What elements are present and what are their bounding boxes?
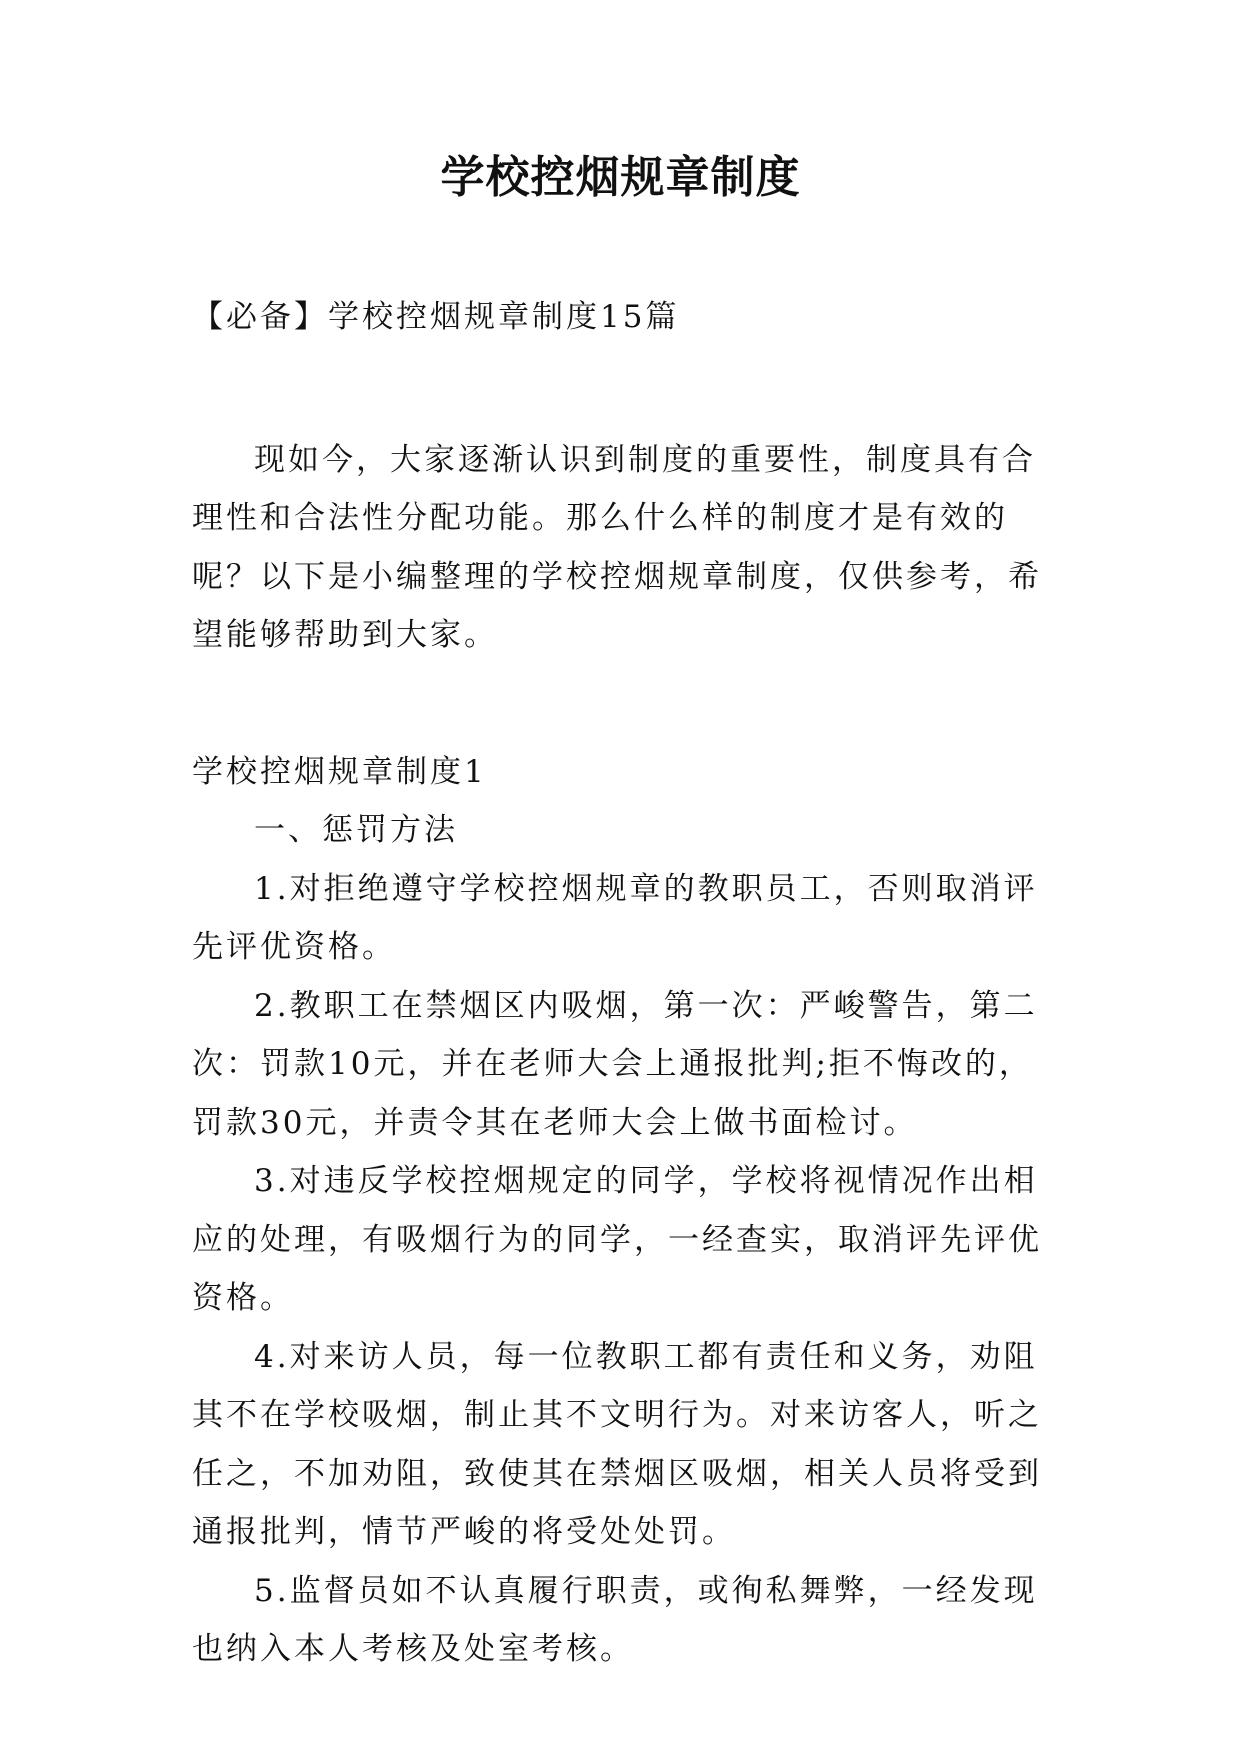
document-body xyxy=(192,288,1054,1679)
paragraph-spacer xyxy=(192,347,1054,431)
rule-item-3: 3.对违反学校控烟规定的同学，学校将视情况作出相应的处理，有吸烟行为的同学，一经查实，取消评先评优资格。 xyxy=(192,1163,1042,1316)
section-title: 学校控烟规章制度1 xyxy=(192,753,487,790)
document-subtitle: 【必备】学校控烟规章制度15篇 xyxy=(192,299,680,335)
document-title: 学校控烟规章制度 xyxy=(440,152,801,203)
intro-paragraph: 现如今，大家逐渐认识到制度的重要性，制度具有合理性和合法性分配功能。那么什么样的制度才是有效的呢？以下是小编整理的学校控烟规章制度，仅供参考，希望能够帮助到大家。 xyxy=(192,441,1042,653)
rule-item-1: 1.对拒绝遵守学校控烟规章的教职员工，否则取消评先评优资格。 xyxy=(192,870,1038,965)
paragraph-spacer xyxy=(192,665,1054,743)
section-heading: 一、惩罚方法 xyxy=(254,812,458,848)
rule-item-5: 5.监督员如不认真履行职责，或徇私舞弊，一经发现也纳入本人考核及处室考核。 xyxy=(192,1572,1038,1667)
rule-item-2: 2.教职工在禁烟区内吸烟，第一次：严峻警告，第二次：罚款10元，并在老师大会上通报批判;拒不悔改的，罚款30元，并责令其在老师大会上做书面检讨。 xyxy=(192,987,1038,1141)
rule-item-4: 4.对来访人员，每一位教职工都有责任和义务，劝阻其不在学校吸烟，制止其不文明行为。对来访客人，听之任之，不加劝阻，致使其在禁烟区吸烟，相关人员将受到通报批判，情节严峻的将受处处罚。 xyxy=(192,1338,1042,1550)
